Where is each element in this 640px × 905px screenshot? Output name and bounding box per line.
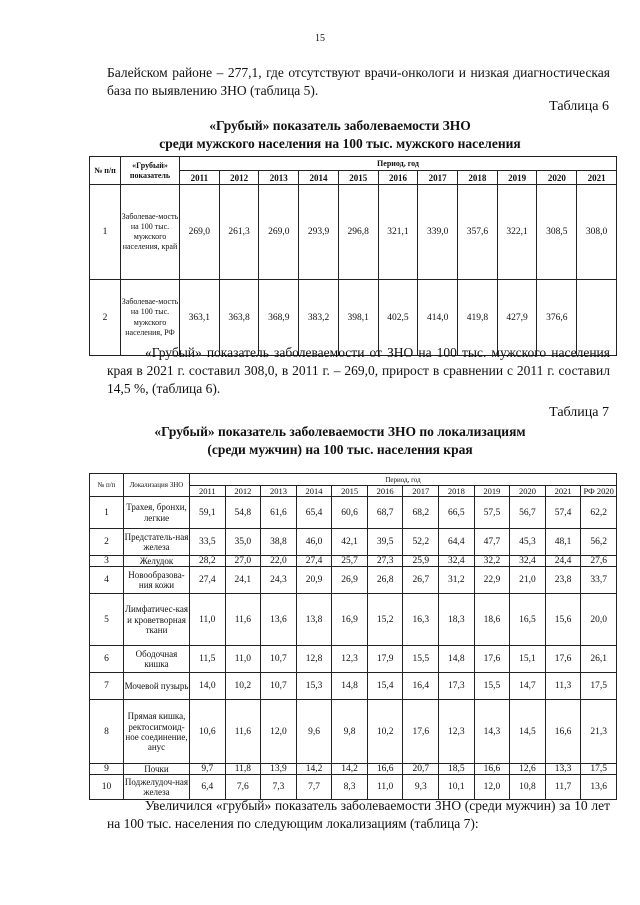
table7-cell-value: 12,8 [296, 646, 332, 673]
table7-cell-value: 9,3 [403, 775, 439, 800]
table7-cell-value: 12,0 [474, 775, 510, 800]
table7-cell-value: 16,4 [403, 673, 439, 700]
table7-cell-value: 56,7 [510, 497, 546, 529]
table6 [89, 156, 617, 356]
table7-cell-value: 21,0 [510, 567, 546, 594]
table6-cell-value: 269,0 [259, 185, 299, 280]
table7-year-header: 2019 [474, 486, 510, 497]
table6-cell-value: 376,6 [537, 280, 577, 356]
table6-year-header: 2015 [338, 171, 378, 185]
table7-cell-value: 52,2 [403, 529, 439, 556]
table7-cell-value: 15,5 [403, 646, 439, 673]
table7-cell-value: 10,6 [190, 700, 226, 764]
table7-cell-value: 18,6 [474, 594, 510, 646]
table6-year-header: 2014 [299, 171, 339, 185]
table7-cell-num: 7 [90, 673, 124, 700]
table7-row [90, 594, 617, 646]
table7-row [90, 764, 617, 775]
table7-cell-value: 22,0 [261, 556, 297, 567]
table6-year-header: 2016 [378, 171, 418, 185]
table6-col-period: Период, год [180, 157, 617, 171]
table6-year-header: 2018 [458, 171, 498, 185]
table6-year-header: 2020 [537, 171, 577, 185]
table7-col-loc: Локализация ЗНО [124, 474, 190, 497]
table6-col-indicator: «Грубый» показатель [121, 157, 180, 185]
table7-cell-value: 10,7 [261, 673, 297, 700]
table7-cell-num: 8 [90, 700, 124, 764]
table7-cell-value: 25,7 [332, 556, 368, 567]
table6-cell-value: 269,0 [180, 185, 220, 280]
table6-cell-value: 414,0 [418, 280, 458, 356]
table7-cell-value: 17,3 [439, 673, 475, 700]
table6-cell-num: 1 [90, 185, 121, 280]
table7-year-header: РФ 2020 [581, 486, 617, 497]
table7-cell-loc: Лимфатичес-кая и кроветворная ткани [124, 594, 190, 646]
table7-title-line1: «Грубый» показатель заболеваемости ЗНО по локализациям [154, 424, 526, 439]
table7-cell-value: 16,6 [474, 764, 510, 775]
table7-cell-value: 15,1 [510, 646, 546, 673]
table7-cell-value: 46,0 [296, 529, 332, 556]
table7-cell-value: 56,2 [581, 529, 617, 556]
table7-cell-value: 12,3 [332, 646, 368, 673]
table7-cell-value: 15,3 [296, 673, 332, 700]
table7-cell-value: 15,2 [367, 594, 403, 646]
table7-row [90, 673, 617, 700]
table7-cell-value: 9,6 [296, 700, 332, 764]
table7-cell-value: 7,7 [296, 775, 332, 800]
table7-cell-loc: Новообразова-ния кожи [124, 567, 190, 594]
table7-cell-value: 11,3 [545, 673, 581, 700]
table7-cell-value: 16,5 [510, 594, 546, 646]
table7-title-line2: (среди мужчин) на 100 тыс. населения края [207, 442, 473, 457]
table7-cell-value: 45,3 [510, 529, 546, 556]
table7-cell-value: 9,8 [332, 700, 368, 764]
table7-cell-value: 26,7 [403, 567, 439, 594]
table7-cell-value: 13,3 [545, 764, 581, 775]
table7-cell-value: 33,7 [581, 567, 617, 594]
table6-cell-value: 296,8 [338, 185, 378, 280]
table7-year-header: 2011 [190, 486, 226, 497]
table7-cell-loc: Поджелудоч-ная железа [124, 775, 190, 800]
table7-cell-value: 17,5 [581, 673, 617, 700]
table7-cell-value: 27,4 [296, 556, 332, 567]
table7-cell-value: 48,1 [545, 529, 581, 556]
table7-cell-value: 15,5 [474, 673, 510, 700]
table7-cell-value: 18,3 [439, 594, 475, 646]
table6-cell-value: 293,9 [299, 185, 339, 280]
table7-row [90, 497, 617, 529]
table7-cell-value: 22,9 [474, 567, 510, 594]
table7-cell-value: 32,4 [510, 556, 546, 567]
table7-cell-value: 11,7 [545, 775, 581, 800]
table7-cell-value: 10,7 [261, 646, 297, 673]
table7-cell-value: 57,5 [474, 497, 510, 529]
table7-cell-value: 28,2 [190, 556, 226, 567]
table7-cell-value: 13,6 [581, 775, 617, 800]
table7-cell-value: 15,4 [367, 673, 403, 700]
table7-cell-value: 65,4 [296, 497, 332, 529]
table6-label: Таблица 6 [549, 99, 609, 114]
table7-cell-value: 14,0 [190, 673, 226, 700]
table7-cell-value: 16,3 [403, 594, 439, 646]
table7-cell-value: 60,6 [332, 497, 368, 529]
table7-row [90, 700, 617, 764]
table6-title-line1: «Грубый» показатель заболеваемости ЗНО [209, 118, 471, 133]
table7-cell-value: 17,5 [581, 764, 617, 775]
table6-cell-value: 402,5 [378, 280, 418, 356]
table7-cell-value: 21,3 [581, 700, 617, 764]
table7-cell-value: 14,2 [332, 764, 368, 775]
table6-year-header: 2011 [180, 171, 220, 185]
table6-year-header: 2019 [497, 171, 537, 185]
table7-cell-value: 10,2 [225, 673, 261, 700]
table6-cell-value: 363,1 [180, 280, 220, 356]
table7-row [90, 567, 617, 594]
table7-cell-value: 26,1 [581, 646, 617, 673]
table7-cell-value: 25,9 [403, 556, 439, 567]
table6-cell-value: 398,1 [338, 280, 378, 356]
table7-cell-loc: Мочевой пузырь [124, 673, 190, 700]
table7-cell-value: 35,0 [225, 529, 261, 556]
table7-row [90, 556, 617, 567]
table7-cell-value: 13,9 [261, 764, 297, 775]
table7-cell-value: 32,2 [474, 556, 510, 567]
table7-cell-value: 59,1 [190, 497, 226, 529]
table7-cell-value: 23,8 [545, 567, 581, 594]
table7-cell-loc: Прямая кишка, ректосигмоид-ное соединение, анус [124, 700, 190, 764]
table7-cell-value: 32,4 [439, 556, 475, 567]
table7-cell-value: 12,3 [439, 700, 475, 764]
table7-cell-value: 6,4 [190, 775, 226, 800]
table7-cell-value: 38,8 [261, 529, 297, 556]
table7-cell-value: 14,8 [439, 646, 475, 673]
table7-cell-value: 24,1 [225, 567, 261, 594]
table7-cell-value: 13,8 [296, 594, 332, 646]
table7-col-period: Период, год [190, 474, 617, 486]
table7-cell-num: 5 [90, 594, 124, 646]
table7-year-header: 2012 [225, 486, 261, 497]
table7-cell-value: 15,6 [545, 594, 581, 646]
table7-cell-value: 11,0 [367, 775, 403, 800]
table7-cell-value: 17,6 [545, 646, 581, 673]
table7-cell-num: 3 [90, 556, 124, 567]
table7-cell-value: 26,9 [332, 567, 368, 594]
table7-cell-num: 10 [90, 775, 124, 800]
table6-cell-value: 308,0 [577, 185, 617, 280]
table6-cell-value: 427,9 [497, 280, 537, 356]
table7-cell-value: 27,3 [367, 556, 403, 567]
table7-cell-value: 7,3 [261, 775, 297, 800]
table7-cell-num: 6 [90, 646, 124, 673]
table7-year-header: 2020 [510, 486, 546, 497]
table7-cell-value: 8,3 [332, 775, 368, 800]
table6-row [90, 185, 617, 280]
table7-cell-value: 11,0 [225, 646, 261, 673]
table7-year-header: 2017 [403, 486, 439, 497]
table7-cell-value: 27,6 [581, 556, 617, 567]
table7-cell-value: 14,8 [332, 673, 368, 700]
table7-year-header: 2013 [261, 486, 297, 497]
table7-cell-value: 11,8 [225, 764, 261, 775]
table7-cell-value: 17,9 [367, 646, 403, 673]
table6-cell-value: 419,8 [458, 280, 498, 356]
table7-cell-value: 62,2 [581, 497, 617, 529]
table6-year-header: 2021 [577, 171, 617, 185]
table7-cell-value: 66,5 [439, 497, 475, 529]
table7-cell-value: 17,6 [403, 700, 439, 764]
table7-cell-value: 12,0 [261, 700, 297, 764]
table7-cell-value: 16,6 [367, 764, 403, 775]
table7-cell-value: 68,7 [367, 497, 403, 529]
table7-cell-loc: Ободочная кишка [124, 646, 190, 673]
table7-cell-value: 10,8 [510, 775, 546, 800]
table7-cell-value: 54,8 [225, 497, 261, 529]
table7-cell-value: 57,4 [545, 497, 581, 529]
table7-cell-loc: Почки [124, 764, 190, 775]
table6-cell-value: 261,3 [219, 185, 259, 280]
table7-cell-value: 12,6 [510, 764, 546, 775]
table7-cell-value: 27,0 [225, 556, 261, 567]
table7-cell-value: 11,5 [190, 646, 226, 673]
table7-cell-num: 2 [90, 529, 124, 556]
table7-cell-value: 16,9 [332, 594, 368, 646]
table7-cell-value: 64,4 [439, 529, 475, 556]
table6-cell-value: 321,1 [378, 185, 418, 280]
table7-cell-value: 20,9 [296, 567, 332, 594]
table6-cell-value: 368,9 [259, 280, 299, 356]
table7-cell-value: 33,5 [190, 529, 226, 556]
table7-cell-value: 11,6 [225, 594, 261, 646]
table7-cell-value: 42,1 [332, 529, 368, 556]
table6-cell-value: 339,0 [418, 185, 458, 280]
table6-title-line2: среди мужского населения на 100 тыс. мужского населения [159, 136, 521, 151]
table7-cell-value: 17,6 [474, 646, 510, 673]
table7-cell-value: 20,0 [581, 594, 617, 646]
table7-cell-value: 14,7 [510, 673, 546, 700]
table6-col-num: № п/п [90, 157, 121, 185]
table7-cell-value: 26,8 [367, 567, 403, 594]
table7-cell-value: 13,6 [261, 594, 297, 646]
table7-cell-value: 24,4 [545, 556, 581, 567]
outro-paragraph: Увеличился «грубый» показатель заболеваемости ЗНО (среди мужчин) за 10 лет на 100 тыс. населения по следующим локализациям (таблица 7): [107, 798, 610, 831]
table7-cell-value: 24,3 [261, 567, 297, 594]
table7-cell-value: 9,7 [190, 764, 226, 775]
table6-year-header: 2017 [418, 171, 458, 185]
table7-cell-value: 61,6 [261, 497, 297, 529]
table7 [89, 473, 617, 800]
table7-row [90, 646, 617, 673]
table7-cell-value: 27,4 [190, 567, 226, 594]
table7-cell-num: 4 [90, 567, 124, 594]
table7-cell-num: 9 [90, 764, 124, 775]
mid-paragraph: «Грубый» показатель заболеваемости от ЗНО на 100 тыс. мужского населения края в 2021 г. составил 308,0, в 2011 г. – 269,0, прирост в сравнении с 2011 г. составил 14,5 %, (таблица 6). [107, 345, 610, 396]
table7-cell-value: 14,5 [510, 700, 546, 764]
table7-cell-value: 11,6 [225, 700, 261, 764]
table7-cell-value: 10,2 [367, 700, 403, 764]
table7-year-header: 2014 [296, 486, 332, 497]
table7-cell-value: 14,2 [296, 764, 332, 775]
table7-cell-loc: Предстатель-ная железа [124, 529, 190, 556]
table7-cell-value: 14,3 [474, 700, 510, 764]
table7-cell-value: 18,5 [439, 764, 475, 775]
table7-year-header: 2021 [545, 486, 581, 497]
page-number: 15 [315, 33, 325, 44]
table7-cell-value: 7,6 [225, 775, 261, 800]
table6-cell-indicator: Заболевае-мость на 100 тыс. мужского населения, РФ [121, 280, 180, 356]
table6-cell-num: 2 [90, 280, 121, 356]
table7-cell-loc: Трахея, бронхи, легкие [124, 497, 190, 529]
table6-cell-indicator: Заболевае-мость на 100 тыс. мужского населения, край [121, 185, 180, 280]
table6-cell-value: 308,5 [537, 185, 577, 280]
table7-cell-loc: Желудок [124, 556, 190, 567]
table6-cell-value: 357,6 [458, 185, 498, 280]
table7-cell-value: 31,2 [439, 567, 475, 594]
table7-cell-value: 68,2 [403, 497, 439, 529]
table6-cell-value: 383,2 [299, 280, 339, 356]
table7-year-header: 2018 [439, 486, 475, 497]
table7-cell-value: 11,0 [190, 594, 226, 646]
table7-col-num: № п/п [90, 474, 124, 497]
table6-year-header: 2013 [259, 171, 299, 185]
table7-year-header: 2015 [332, 486, 368, 497]
table6-cell-value: 322,1 [497, 185, 537, 280]
table6-year-header: 2012 [219, 171, 259, 185]
table7-label: Таблица 7 [549, 405, 609, 420]
table7-cell-num: 1 [90, 497, 124, 529]
table6-cell-value: 363,8 [219, 280, 259, 356]
table7-cell-value: 47,7 [474, 529, 510, 556]
table7-cell-value: 20,7 [403, 764, 439, 775]
intro-paragraph: Балейском районе – 277,1, где отсутствуют врачи-онкологи и низкая диагностическая база по выявлению ЗНО (таблица 5). [107, 65, 610, 98]
table7-year-header: 2016 [367, 486, 403, 497]
table7-cell-value: 39,5 [367, 529, 403, 556]
table7-cell-value: 10,1 [439, 775, 475, 800]
table7-row [90, 529, 617, 556]
table7-cell-value: 16,6 [545, 700, 581, 764]
